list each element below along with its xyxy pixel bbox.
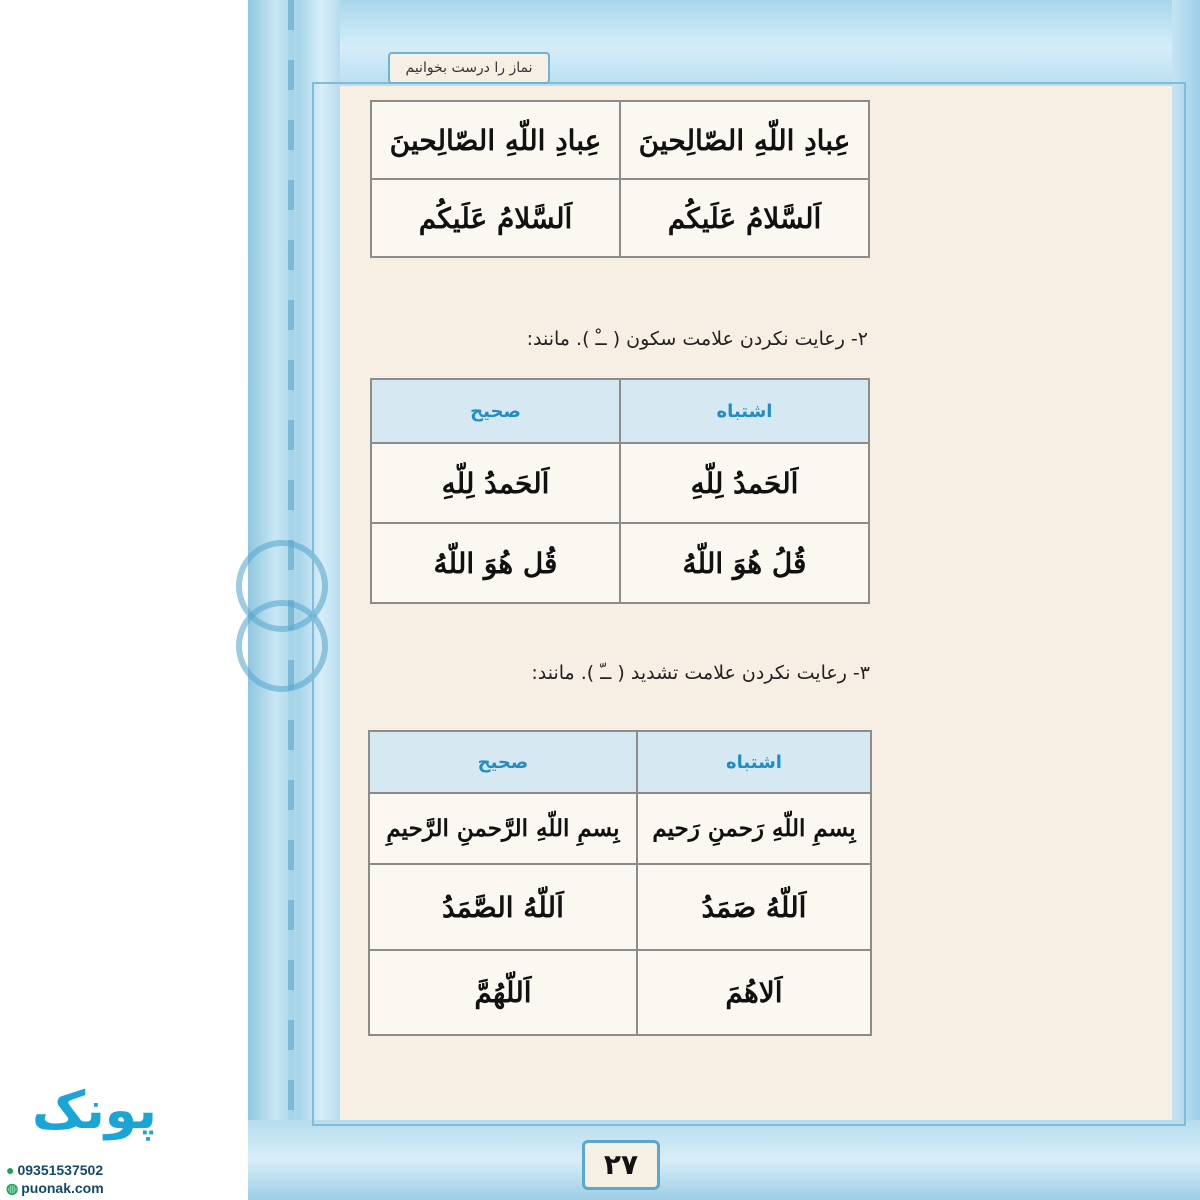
table-row — [371, 443, 869, 523]
table-row — [369, 950, 871, 1035]
example-table-3 — [368, 730, 872, 1036]
table-cell: عِبادِ اللّهِ الصّالِحینَ — [371, 101, 620, 179]
table-cell: بِسمِ اللّهِ رَحمنِ رَحیم — [637, 793, 871, 864]
running-header: نماز را درست بخوانیم — [388, 52, 550, 84]
table-cell: اَلاهُمَ — [637, 950, 871, 1035]
globe-icon: ◍ — [6, 1180, 19, 1196]
table-row — [371, 523, 869, 603]
column-header-wrong: اشتباه — [637, 731, 871, 793]
table-cell: اَلسَّلامُ عَلَیکُم — [371, 179, 620, 257]
watermark-site — [6, 1180, 104, 1197]
brand-logo: پونک — [32, 1081, 157, 1141]
table-cell: اَللّهُمَّ — [369, 950, 637, 1035]
watermark-phone — [6, 1162, 103, 1178]
table-row — [369, 864, 871, 949]
table-row — [371, 101, 869, 179]
phone-text: 09351537502 — [17, 1162, 104, 1178]
table-cell: اَلحَمدُ لِلّهِ — [620, 443, 869, 523]
table-cell: قُلُ هُوَ اللّهُ — [620, 523, 869, 603]
column-header-wrong: اشتباه — [620, 379, 869, 443]
column-header-right: صحیح — [369, 731, 637, 793]
table-cell: اَللّهُ صَمَدُ — [637, 864, 871, 949]
column-header-right: صحیح — [371, 379, 620, 443]
decorative-border-bottom — [248, 1120, 1200, 1200]
table-cell: قُل هُوَ اللّهُ — [371, 523, 620, 603]
table-row — [371, 179, 869, 257]
site-text: puonak.com — [21, 1180, 104, 1196]
whatsapp-icon: ● — [6, 1162, 15, 1178]
table-cell: اَللّهُ الصَّمَدُ — [369, 864, 637, 949]
section-3-heading: ۳- رعایت نکردن علامت تشدید ( ــّ ). مانند: — [531, 662, 870, 684]
table-row — [369, 793, 871, 864]
example-table-1 — [370, 100, 870, 258]
section-2-heading: ۲- رعایت نکردن علامت سکون ( ــْ ). مانند: — [526, 328, 868, 350]
table-cell: اَلسَّلامُ عَلَیکُم — [620, 179, 869, 257]
watermark-logo — [28, 1076, 157, 1162]
table-cell: عِبادِ اللّهِ الصّالِحینَ — [620, 101, 869, 179]
page-number: ۲۷ — [582, 1140, 660, 1190]
table-cell: بِسمِ اللّهِ الرَّحمنِ الرَّحیمِ — [369, 793, 637, 864]
example-table-2 — [370, 378, 870, 604]
table-header-row — [369, 731, 871, 793]
table-header-row — [371, 379, 869, 443]
table-cell: اَلحَمدُ لِلّهِ — [371, 443, 620, 523]
